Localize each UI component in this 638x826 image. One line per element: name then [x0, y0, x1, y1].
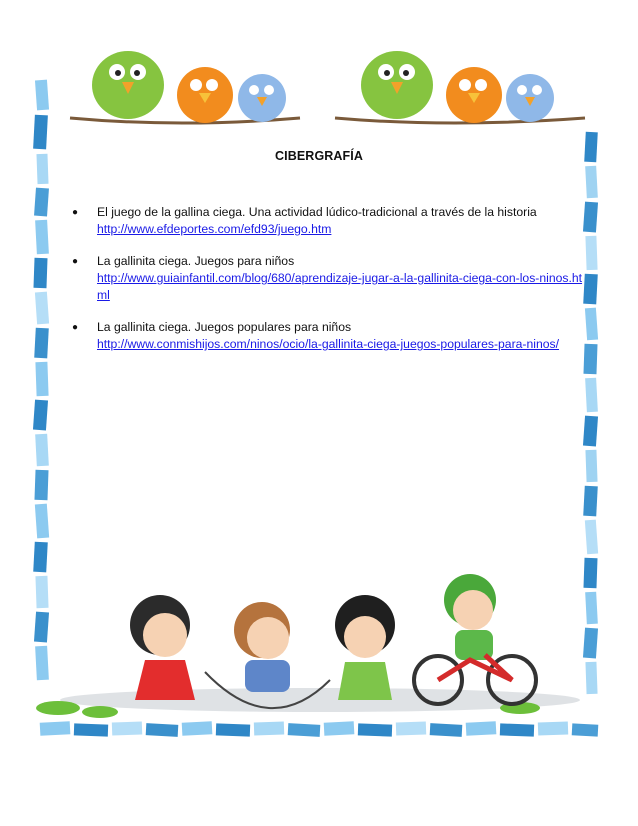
reference-link[interactable]: http://www.guiainfantil.com/blog/680/aprendizaje-jugar-a-la-gallinita-ciega-con-los-ninos.html	[97, 271, 583, 302]
reference-title: La gallinita ciega. Juegos para niños	[97, 254, 295, 268]
reference-link[interactable]: http://www.efdeportes.com/efd93/juego.htm	[97, 222, 332, 236]
reference-item	[70, 253, 590, 304]
birds-illustration	[70, 51, 585, 123]
reference-link[interactable]: http://www.conmishijos.com/ninos/ocio/la-gallinita-ciega-juegos-populares-para-ninos/	[97, 337, 559, 351]
bullet-icon: ●	[72, 207, 79, 218]
bullet-icon: ●	[72, 256, 79, 267]
page-title: CIBERGRAFÍA	[275, 149, 363, 163]
left-border-tiles	[33, 80, 49, 681]
reference-list	[70, 204, 590, 368]
bullet-icon: ●	[72, 322, 79, 333]
reference-item	[70, 204, 590, 238]
bottom-border-tiles	[40, 721, 599, 737]
reference-title: El juego de la gallina ciega. Una actividad lúdico-tradicional a través de la historia	[97, 205, 537, 219]
reference-title: La gallinita ciega. Juegos populares para niños	[97, 320, 352, 334]
children-illustration	[36, 574, 580, 718]
reference-item	[70, 319, 590, 353]
